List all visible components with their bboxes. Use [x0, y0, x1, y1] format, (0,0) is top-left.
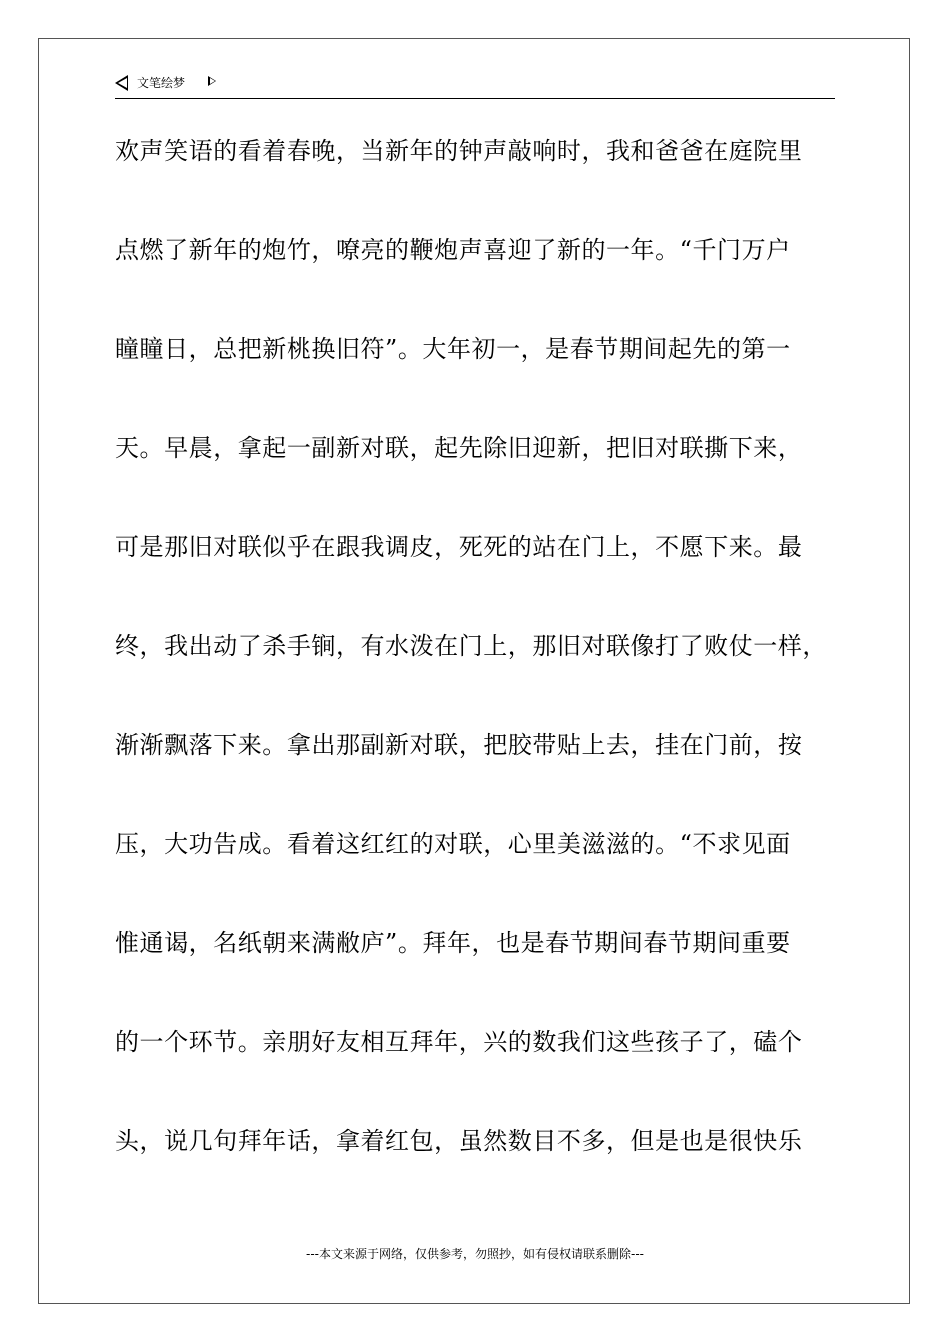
- text-line: 渐渐飘落下来。拿出那副新对联，把胶带贴上去，挂在门前，按: [115, 731, 803, 759]
- text-line: 的一个环节。亲朋好友相互拜年，兴的数我们这些孩子了，磕个: [115, 1028, 803, 1056]
- text-line: 可是那旧对联似乎在跟我调皮，死死的站在门上，不愿下来。最: [115, 533, 803, 561]
- text-line: 欢声笑语的看着春晚，当新年的钟声敲响时，我和爸爸在庭院里: [115, 137, 803, 165]
- page-footer: ---本文来源于网络，仅供参考，勿照抄，如有侵权请联系删除---: [306, 1247, 644, 1261]
- text-line: 瞳瞳日，总把新桃换旧符”。大年初一，是春节期间起先的第一: [115, 335, 791, 363]
- header-title: 文笔绘梦: [137, 76, 186, 90]
- page-header: [115, 72, 835, 99]
- text-line: 终，我出动了杀手锏，有水泼在门上，那旧对联像打了败仗一样，: [115, 632, 827, 660]
- text-line: 天。早晨，拿起一副新对联，起先除旧迎新，把旧对联撕下来，: [115, 434, 803, 462]
- text-line: 压，大功告成。看着这红红的对联，心里美滋滋的。“不求见面: [115, 830, 791, 858]
- document-body: [115, 128, 860, 1217]
- text-line: 点燃了新年的炮竹，嘹亮的鞭炮声喜迎了新的一年。“千门万户: [115, 236, 791, 264]
- triangle-left-icon: [115, 75, 128, 91]
- triangle-right-icon: [208, 76, 216, 86]
- text-line: 头，说几句拜年话，拿着红包，虽然数目不多，但是也是很快乐: [115, 1127, 803, 1155]
- text-line: 惟通谒，名纸朝来满敝庐”。拜年，也是春节期间春节期间重要: [115, 929, 791, 957]
